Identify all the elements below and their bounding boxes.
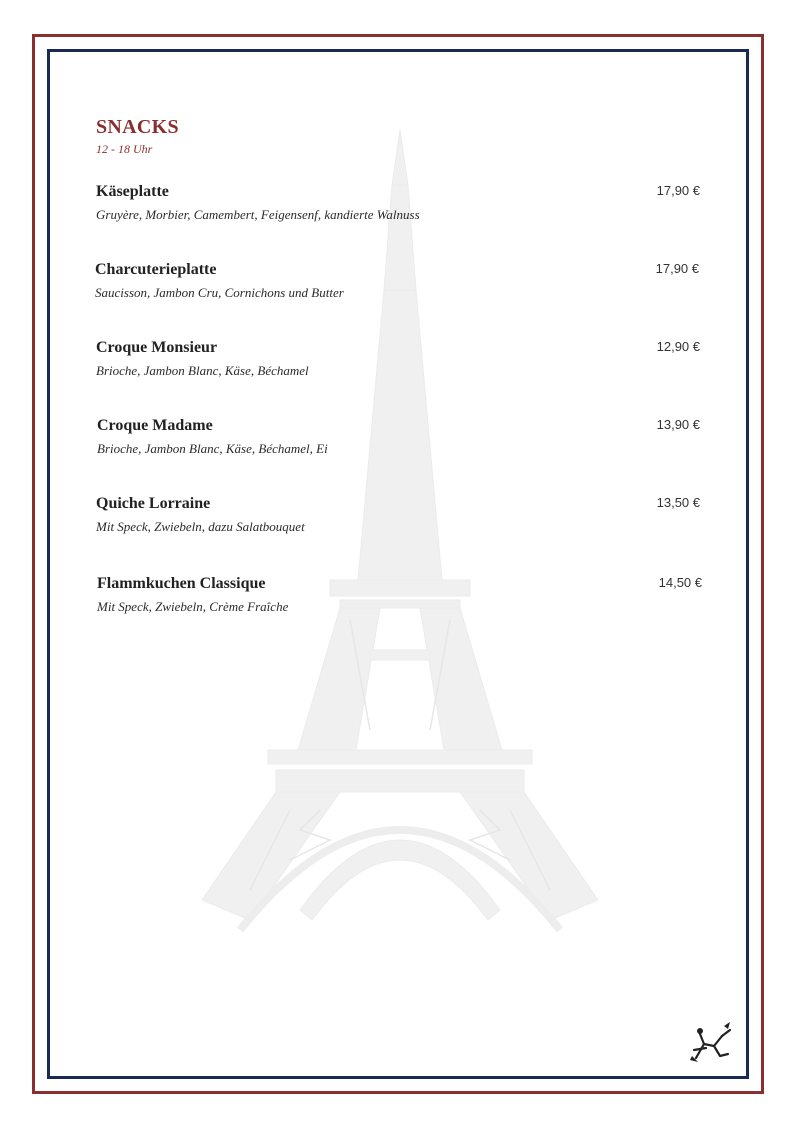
section-title: SNACKS [96,116,179,138]
section-hours: 12 - 18 Uhr [96,142,153,156]
item-name: Flammkuchen Classique [97,575,266,592]
item-price: 13,90 € [656,417,700,432]
item-description: Brioche, Jambon Blanc, Käse, Béchamel, Ei [97,441,328,456]
dancer-logo-icon [686,1020,734,1064]
menu-item [95,261,699,317]
item-name: Croque Madame [97,417,213,434]
item-price: 13,50 € [656,495,700,510]
eiffel-tower-icon [180,130,610,990]
item-description: Brioche, Jambon Blanc, Käse, Béchamel [96,363,309,378]
menu-item [97,417,700,473]
item-price: 12,90 € [656,339,700,354]
item-description: Gruyère, Morbier, Camembert, Feigensenf, kandierte Walnuss [96,207,420,222]
item-name: Charcuterieplatte [95,261,217,278]
item-description: Saucisson, Jambon Cru, Cornichons und Butter [95,285,344,300]
item-description: Mit Speck, Zwiebeln, Crème Fraîche [97,599,289,614]
item-name: Croque Monsieur [96,339,218,356]
menu-item [96,495,700,551]
item-price: 17,90 € [656,183,700,198]
item-name: Käseplatte [96,183,169,200]
item-price: 17,90 € [655,261,699,276]
menu-item [97,575,702,631]
menu-item [96,339,700,395]
item-name: Quiche Lorraine [96,495,211,512]
item-price: 14,50 € [658,575,702,590]
menu-item [96,183,700,239]
item-description: Mit Speck, Zwiebeln, dazu Salatbouquet [96,519,305,534]
